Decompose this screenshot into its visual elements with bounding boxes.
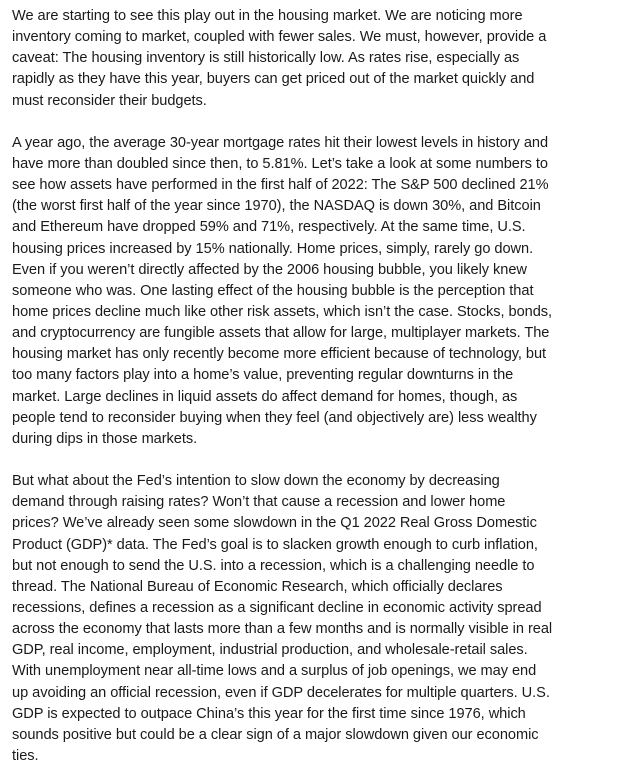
text-line: But what about the Fed’s intention to slow down the economy by decreasing bbox=[12, 473, 500, 490]
article-body bbox=[12, 6, 632, 767]
text-line: GDP is expected to outpace China’s this year for the first time since 1976, which bbox=[12, 705, 526, 722]
text-line: market. Large declines in liquid assets do affect demand for homes, though, as bbox=[12, 388, 518, 405]
text-line: sounds positive but could be a clear sign of a major slowdown given our economic bbox=[12, 726, 539, 743]
text-line: during dips in those markets. bbox=[12, 430, 198, 447]
text-line: must reconsider their budgets. bbox=[12, 92, 207, 109]
text-line: caveat: The housing inventory is still historically low. As rates rise, especially as bbox=[12, 50, 520, 67]
text-line: rapidly as they have this year, buyers can get priced out of the market quickly and bbox=[12, 71, 535, 88]
paragraph-fed-recession bbox=[12, 471, 632, 767]
text-line: someone who was. One lasting effect of the housing bubble is the perception that bbox=[12, 282, 534, 299]
text-line: demand through raising rates? Won’t that cause a recession and lower home bbox=[12, 494, 506, 511]
text-line: Even if you weren’t directly affected by the 2006 housing bubble, you likely knew bbox=[12, 261, 527, 278]
text-line: but not enough to send the U.S. into a recession, which is a challenging needle to bbox=[12, 557, 535, 574]
text-line: inventory coming to market, coupled with fewer sales. We must, however, provide a bbox=[12, 29, 547, 46]
paragraph-mortgage-rates bbox=[12, 133, 632, 450]
text-line: prices? We’ve already seen some slowdown in the Q1 2022 Real Gross Domestic bbox=[12, 515, 537, 532]
text-line: have more than doubled since then, to 5.81%. Let’s take a look at some numbers to bbox=[12, 155, 548, 172]
text-line: GDP, real income, employment, industrial production, and wholesale-retail sales. bbox=[12, 642, 528, 659]
text-line: With unemployment near all-time lows and a surplus of job openings, we may end bbox=[12, 663, 537, 680]
text-line: people tend to reconsider buying when they feel (and objectively are) less wealthy bbox=[12, 409, 537, 426]
text-line: across the economy that lasts more than a few months and is normally visible in real bbox=[12, 621, 553, 638]
text-line: and Ethereum have dropped 59% and 71%, respectively. At the same time, U.S. bbox=[12, 219, 526, 236]
text-line: housing prices increased by 15% nationally. Home prices, simply, rarely go down. bbox=[12, 240, 534, 257]
text-line: and cryptocurrency are fungible assets that allow for large, multiplayer markets. The bbox=[12, 325, 550, 342]
text-line: A year ago, the average 30-year mortgage rates hit their lowest levels in history and bbox=[12, 134, 549, 151]
paragraph-housing-market bbox=[12, 6, 632, 112]
text-line: thread. The National Bureau of Economic Research, which officially declares bbox=[12, 578, 503, 595]
text-line: home prices decline much like other risk assets, which isn’t the case. Stocks, bonds, bbox=[12, 303, 553, 320]
text-line: ties. bbox=[12, 747, 39, 764]
text-line: housing market has only recently become more efficient because of technology, but bbox=[12, 346, 547, 363]
text-line: see how assets have performed in the first half of 2022: The S&P 500 declined 21% bbox=[12, 177, 549, 194]
text-line: Product (GDP)* data. The Fed’s goal is to slacken growth enough to curb inflation, bbox=[12, 536, 538, 553]
text-line: up avoiding an official recession, even if GDP decelerates for multiple quarters. U.S. bbox=[12, 684, 550, 701]
text-line: (the worst first half of the year since 1970), the NASDAQ is down 30%, and Bitcoin bbox=[12, 198, 541, 215]
text-line: We are starting to see this play out in the housing market. We are noticing more bbox=[12, 8, 523, 24]
text-line: too many factors play into a home’s value, preventing regular downturns in the bbox=[12, 367, 514, 384]
text-line: recessions, defines a recession as a significant decline in economic activity spread bbox=[12, 599, 542, 616]
